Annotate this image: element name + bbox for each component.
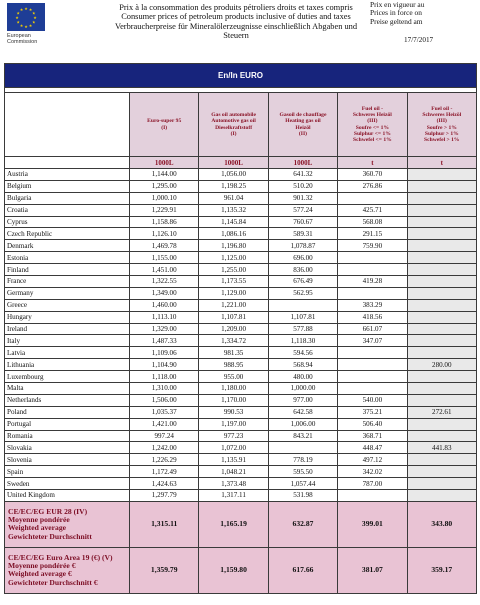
value-cell — [407, 180, 476, 192]
country-cell: Romania — [5, 430, 130, 442]
value-cell: 577.88 — [268, 323, 337, 335]
value-cell: 1,198.25 — [199, 180, 268, 192]
value-cell: 1,334.72 — [199, 335, 268, 347]
country-cell: Netherlands — [5, 394, 130, 406]
country-cell: Luxembourg — [5, 371, 130, 383]
prices-line-fr: Prix en vigueur au — [370, 0, 425, 9]
value-cell: 1,048.21 — [199, 466, 268, 478]
value-cell: 1,460.00 — [130, 299, 199, 311]
value-cell: 1,373.48 — [199, 478, 268, 490]
title-line-en: Consumer prices of petroleum products inclusive of duties and taxes — [121, 12, 351, 22]
svg-text:★: ★ — [16, 19, 20, 25]
column-header-line: Dieselkraftstoff — [215, 124, 253, 131]
value-cell: 1,113.10 — [130, 311, 199, 323]
column-header-line: (I) — [161, 124, 168, 131]
value-cell: 1,056.00 — [199, 169, 268, 181]
eu-flag-icon — [7, 3, 45, 31]
value-cell: 1,229.91 — [130, 204, 199, 216]
value-cell: 1,125.00 — [199, 252, 268, 264]
value-cell — [407, 228, 476, 240]
value-cell: 977.23 — [199, 430, 268, 442]
value-cell — [407, 383, 476, 395]
value-cell: 1,006.00 — [268, 418, 337, 430]
table-row — [5, 466, 477, 478]
org-line-1: European — [7, 33, 31, 39]
country-cell: Greece — [5, 299, 130, 311]
value-cell: 760.67 — [268, 216, 337, 228]
title-line-fr: Prix à la consommation des produits pétroliers droits et taxes compris — [119, 3, 353, 12]
value-cell — [407, 240, 476, 252]
country-cell: Sweden — [5, 478, 130, 490]
country-cell: Lithuania — [5, 359, 130, 371]
country-cell: Slovenia — [5, 454, 130, 466]
organization-name — [7, 33, 37, 45]
value-cell: 594.56 — [268, 347, 337, 359]
value-cell: 1,000.10 — [130, 192, 199, 204]
value-cell: 1,196.80 — [199, 240, 268, 252]
value-cell: 1,297.79 — [130, 490, 199, 502]
value-cell: 1,469.78 — [130, 240, 199, 252]
value-cell: 642.58 — [268, 406, 337, 418]
column-header-line: Schweres Heizöl — [352, 111, 392, 118]
value-cell — [338, 347, 407, 359]
value-cell: 1,057.44 — [268, 478, 337, 490]
value-cell: 480.00 — [268, 371, 337, 383]
table-row — [5, 430, 477, 442]
value-cell — [338, 252, 407, 264]
value-cell: 990.53 — [199, 406, 268, 418]
svg-text:★: ★ — [32, 19, 36, 25]
table-row — [5, 276, 477, 288]
country-cell: Hungary — [5, 311, 130, 323]
value-cell: 1,255.00 — [199, 264, 268, 276]
value-cell: 425.71 — [338, 204, 407, 216]
country-cell: Austria — [5, 169, 130, 181]
average-value: 617.66 — [268, 547, 337, 593]
value-cell: 1,135.91 — [199, 454, 268, 466]
column-header-line: Schweres Heizöl — [422, 111, 462, 118]
value-cell: 988.95 — [199, 359, 268, 371]
country-cell: Ireland — [5, 323, 130, 335]
table-row — [5, 490, 477, 502]
table-row — [5, 264, 477, 276]
value-cell: 1,322.55 — [130, 276, 199, 288]
value-cell: 1,506.00 — [130, 394, 199, 406]
value-cell — [407, 169, 476, 181]
table-row — [5, 192, 477, 204]
country-cell: Portugal — [5, 418, 130, 430]
column-header — [407, 93, 476, 157]
country-header-cell — [5, 93, 130, 157]
value-cell: 1,000.00 — [268, 383, 337, 395]
value-cell — [338, 371, 407, 383]
value-cell: 1,107.81 — [268, 311, 337, 323]
average-label-line: Moyenne pondérée € — [8, 561, 76, 571]
value-cell: 1,226.29 — [130, 454, 199, 466]
title-line-de-cont: Steuern — [223, 30, 249, 40]
value-cell: 448.47 — [338, 442, 407, 454]
document-title — [96, 3, 376, 40]
value-cell: 1,451.00 — [130, 264, 199, 276]
column-header-line: Gasoil de chauffage — [279, 111, 327, 118]
value-cell: 375.21 — [338, 406, 407, 418]
value-cell: 836.00 — [268, 264, 337, 276]
value-cell: 540.00 — [338, 394, 407, 406]
column-header-line: Heizöl — [295, 124, 311, 131]
column-header-row — [5, 93, 477, 157]
org-line-2: Commission — [7, 39, 38, 45]
value-cell: 1,145.84 — [199, 216, 268, 228]
value-cell — [338, 287, 407, 299]
value-cell: 997.24 — [130, 430, 199, 442]
value-cell: 1,135.32 — [199, 204, 268, 216]
value-cell: 360.70 — [338, 169, 407, 181]
value-cell: 1,109.06 — [130, 347, 199, 359]
column-header-line: Schwefel <= 1% — [353, 137, 392, 144]
table-row — [5, 169, 477, 181]
value-cell: 1,421.00 — [130, 418, 199, 430]
prices-line-de: Preise geltend am — [370, 16, 423, 26]
country-cell: Poland — [5, 406, 130, 418]
average-label-line: CE/EC/EG EUR 28 (IV) — [8, 506, 88, 516]
column-header-line: Fuel oil - — [431, 105, 453, 112]
unit-row — [5, 157, 477, 169]
table-row — [5, 287, 477, 299]
column-header-line: (I) — [230, 130, 237, 137]
table-row — [5, 252, 477, 264]
value-cell — [407, 204, 476, 216]
country-cell: France — [5, 276, 130, 288]
value-cell: 901.32 — [268, 192, 337, 204]
value-cell: 1,126.10 — [130, 228, 199, 240]
value-cell: 506.40 — [338, 418, 407, 430]
country-cell: Denmark — [5, 240, 130, 252]
prices-in-force-label — [370, 1, 470, 26]
value-cell — [407, 466, 476, 478]
column-header-line: Soufre <= 1% — [355, 124, 390, 131]
value-cell — [338, 383, 407, 395]
value-cell: 291.15 — [338, 228, 407, 240]
prices-table — [4, 63, 477, 594]
average-value: 1,359.79 — [130, 547, 199, 593]
value-cell: 562.95 — [268, 287, 337, 299]
value-cell: 641.32 — [268, 169, 337, 181]
average-value: 632.87 — [268, 501, 337, 547]
column-header — [199, 93, 268, 157]
column-header-line: (III) — [436, 118, 447, 125]
value-cell: 1,209.00 — [199, 323, 268, 335]
value-cell: 977.00 — [268, 394, 337, 406]
country-cell: Malta — [5, 383, 130, 395]
unit-label: t — [407, 157, 476, 169]
table-row — [5, 394, 477, 406]
value-cell: 1,158.86 — [130, 216, 199, 228]
value-cell: 1,221.00 — [199, 299, 268, 311]
average-value: 1,315.11 — [130, 501, 199, 547]
value-cell — [407, 216, 476, 228]
average-label — [5, 547, 130, 593]
unit-label: 1000L — [199, 157, 268, 169]
table-row — [5, 180, 477, 192]
value-cell — [407, 454, 476, 466]
value-cell — [407, 418, 476, 430]
value-cell: 676.49 — [268, 276, 337, 288]
column-header — [338, 93, 407, 157]
value-cell: 1,035.37 — [130, 406, 199, 418]
weighted-average-row — [5, 501, 477, 547]
value-cell: 1,487.33 — [130, 335, 199, 347]
unit-label: 1000L — [130, 157, 199, 169]
value-cell: 1,107.81 — [199, 311, 268, 323]
column-header-line: (III) — [367, 118, 378, 125]
average-value: 343.80 — [407, 501, 476, 547]
value-cell — [407, 347, 476, 359]
value-cell — [407, 394, 476, 406]
average-value: 399.01 — [338, 501, 407, 547]
svg-text:★: ★ — [33, 15, 37, 20]
value-cell: 280.00 — [407, 359, 476, 371]
average-value: 359.17 — [407, 547, 476, 593]
column-header-line: (II) — [298, 130, 308, 137]
value-cell — [407, 192, 476, 204]
value-cell: 568.08 — [338, 216, 407, 228]
value-cell: 1,086.16 — [199, 228, 268, 240]
table-row — [5, 383, 477, 395]
average-value: 1,159.80 — [199, 547, 268, 593]
table-row — [5, 204, 477, 216]
value-cell: 1,170.00 — [199, 394, 268, 406]
table-row — [5, 228, 477, 240]
table-row — [5, 240, 477, 252]
value-cell: 347.07 — [338, 335, 407, 347]
table-row — [5, 216, 477, 228]
value-cell: 419.28 — [338, 276, 407, 288]
value-cell: 342.02 — [338, 466, 407, 478]
svg-text:★: ★ — [15, 15, 19, 20]
value-cell — [338, 359, 407, 371]
table-row — [5, 371, 477, 383]
table-row — [5, 406, 477, 418]
table-row — [5, 311, 477, 323]
value-cell: 510.20 — [268, 180, 337, 192]
column-header-line: Euro-super 95 — [147, 118, 182, 125]
country-cell: Cyprus — [5, 216, 130, 228]
column-header — [130, 93, 199, 157]
value-cell: 1,180.00 — [199, 383, 268, 395]
value-cell: 759.90 — [338, 240, 407, 252]
unit-label: 1000L — [268, 157, 337, 169]
prices-line-en: Prices in force on — [370, 8, 422, 18]
country-cell: Croatia — [5, 204, 130, 216]
table-row — [5, 478, 477, 490]
table-row — [5, 335, 477, 347]
value-cell — [268, 442, 337, 454]
svg-text:★: ★ — [19, 7, 24, 13]
value-cell: 595.50 — [268, 466, 337, 478]
value-cell: 1,172.49 — [130, 466, 199, 478]
value-cell — [338, 264, 407, 276]
value-cell: 1,197.00 — [199, 418, 268, 430]
table-row — [5, 454, 477, 466]
unit-label: t — [338, 157, 407, 169]
country-cell: Belgium — [5, 180, 130, 192]
value-cell: 1,317.11 — [199, 490, 268, 502]
value-cell — [407, 335, 476, 347]
value-cell: 661.07 — [338, 323, 407, 335]
country-unit-cell — [5, 157, 130, 169]
column-header — [268, 93, 337, 157]
value-cell — [407, 430, 476, 442]
table-row — [5, 359, 477, 371]
value-cell — [338, 490, 407, 502]
svg-text:★: ★ — [28, 22, 33, 28]
currency-band: En/In EURO — [5, 64, 477, 88]
average-value: 381.07 — [338, 547, 407, 593]
country-cell: Spain — [5, 466, 130, 478]
value-cell: 955.00 — [199, 371, 268, 383]
value-cell: 961.04 — [199, 192, 268, 204]
table-row — [5, 299, 477, 311]
value-cell: 1,329.00 — [130, 323, 199, 335]
column-header-line: Sulphur > 1% — [424, 130, 459, 137]
column-header-line: Soufre > 1% — [426, 124, 457, 131]
value-cell: 696.00 — [268, 252, 337, 264]
value-cell — [407, 299, 476, 311]
value-cell — [407, 490, 476, 502]
table-row — [5, 442, 477, 454]
country-cell: United Kingdom — [5, 490, 130, 502]
value-cell — [407, 264, 476, 276]
value-cell: 1,349.00 — [130, 287, 199, 299]
country-cell: Slovakia — [5, 442, 130, 454]
value-cell: 276.86 — [338, 180, 407, 192]
average-label-line: CE/EC/EG Euro Area 19 (€) (V) — [8, 552, 113, 562]
value-cell — [407, 371, 476, 383]
average-label-line: Weighted average € — [8, 569, 72, 579]
value-cell — [338, 192, 407, 204]
country-cell: Czech Republic — [5, 228, 130, 240]
value-cell: 778.19 — [268, 454, 337, 466]
svg-text:★: ★ — [28, 7, 33, 13]
average-label-line: Gewichteter Durchschnitt — [8, 531, 92, 541]
table-row — [5, 323, 477, 335]
value-cell: 497.12 — [338, 454, 407, 466]
svg-text:★: ★ — [19, 22, 24, 28]
svg-text:★: ★ — [16, 10, 20, 16]
value-cell: 981.35 — [199, 347, 268, 359]
currency-band-row — [5, 64, 477, 88]
value-cell — [407, 478, 476, 490]
column-header-line: Heating gas oil — [285, 118, 321, 125]
table-row — [5, 418, 477, 430]
country-cell: Italy — [5, 335, 130, 347]
svg-text:★: ★ — [32, 10, 36, 16]
value-cell: 441.83 — [407, 442, 476, 454]
value-cell — [268, 299, 337, 311]
value-cell: 1,118.00 — [130, 371, 199, 383]
value-cell: 577.24 — [268, 204, 337, 216]
column-header-line: Gas oil automobile — [211, 111, 256, 118]
average-label-line: Gewichteter Durchschnitt € — [8, 577, 98, 587]
country-cell: Germany — [5, 287, 130, 299]
country-cell: Finland — [5, 264, 130, 276]
value-cell — [407, 287, 476, 299]
value-cell: 1,155.00 — [130, 252, 199, 264]
value-cell: 1,424.63 — [130, 478, 199, 490]
column-header-line: Sulphur <= 1% — [353, 130, 391, 137]
average-label — [5, 501, 130, 547]
average-value: 1,165.19 — [199, 501, 268, 547]
average-label-line: Weighted average — [8, 523, 66, 533]
average-label-line: Moyenne pondérée — [8, 515, 70, 525]
value-cell: 1,310.00 — [130, 383, 199, 395]
column-header-line: Fuel oil - — [361, 105, 383, 112]
value-cell: 589.31 — [268, 228, 337, 240]
european-commission-logo — [5, 3, 63, 49]
value-cell — [407, 252, 476, 264]
value-cell: 843.21 — [268, 430, 337, 442]
column-header-line: Schwefel > 1% — [424, 137, 460, 144]
value-cell — [407, 276, 476, 288]
table-row — [5, 347, 477, 359]
value-cell: 272.61 — [407, 406, 476, 418]
country-cell: Estonia — [5, 252, 130, 264]
title-line-de: Verbraucherpreise für Mineralölerzeugnisse einschließlich Abgaben und — [114, 21, 358, 31]
country-cell: Bulgaria — [5, 192, 130, 204]
value-cell: 1,072.00 — [199, 442, 268, 454]
value-cell: 1,078.87 — [268, 240, 337, 252]
value-cell: 1,129.00 — [199, 287, 268, 299]
value-cell: 383.29 — [338, 299, 407, 311]
svg-text:★: ★ — [24, 24, 28, 29]
svg-text:★: ★ — [24, 6, 28, 11]
value-cell: 1,104.90 — [130, 359, 199, 371]
value-cell: 787.00 — [338, 478, 407, 490]
value-cell: 1,295.00 — [130, 180, 199, 192]
value-cell — [407, 311, 476, 323]
value-cell: 368.71 — [338, 430, 407, 442]
weighted-average-row — [5, 547, 477, 593]
value-cell: 1,144.00 — [130, 169, 199, 181]
value-cell — [407, 323, 476, 335]
price-date: 17/7/2017 — [404, 36, 434, 44]
value-cell: 568.94 — [268, 359, 337, 371]
column-header-line: Automotive gas oil — [211, 118, 256, 125]
country-cell: Latvia — [5, 347, 130, 359]
value-cell: 418.56 — [338, 311, 407, 323]
document-header — [0, 0, 480, 58]
value-cell: 531.98 — [268, 490, 337, 502]
value-cell: 1,242.00 — [130, 442, 199, 454]
value-cell: 1,118.30 — [268, 335, 337, 347]
value-cell: 1,173.55 — [199, 276, 268, 288]
